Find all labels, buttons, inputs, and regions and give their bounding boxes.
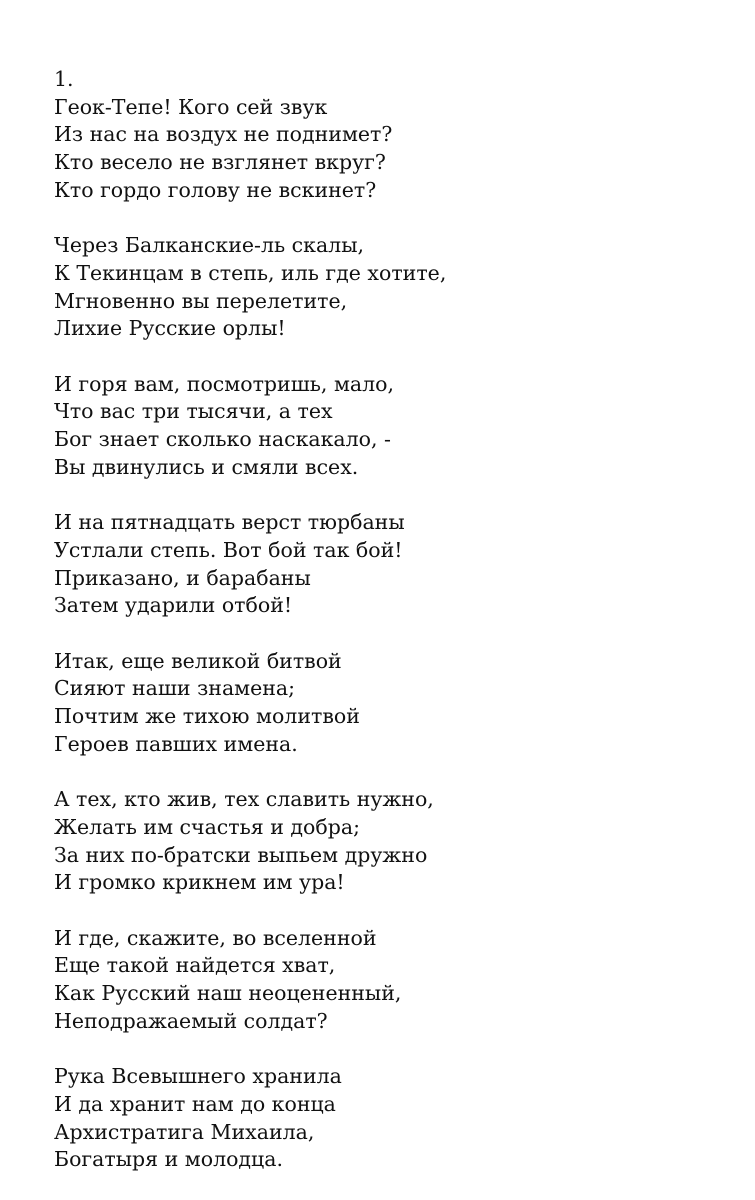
poem-line: Через Балканские-ль скалы, [54,233,365,258]
stanza-2 [54,232,446,343]
stanza-8 [54,1063,446,1174]
poem-line: К Текинцам в степь, иль где хотите, [54,260,447,285]
poem-line: Почтим же тихою молитвой [54,704,360,729]
poem-line: И да хранит нам до конца [54,1091,336,1116]
poem-line: Богатыря и молодца. [54,1147,283,1172]
poem-line: Из нас на воздух не поднимет? [54,122,393,147]
poem-line: Итак, еще великой битвой [54,648,342,673]
poem-line: Что вас три тысячи, а тех [54,399,333,424]
poem-line: И громко крикнем им ура! [54,870,345,895]
poem-line: Как Русский наш неоцененный, [54,981,402,1006]
poem-line: Геок-Тепе! Кого сей звук [54,94,328,119]
stanza-3 [54,371,446,482]
poem-line: И горя вам, посмотришь, мало, [54,371,394,396]
poem-line: Вы двинулись и смяли всех. [54,454,359,479]
poem-line: Лихие Русские орлы! [54,316,286,341]
poem-line: Неподражаемый солдат? [54,1008,328,1033]
poem-line: И где, скажите, во вселенной [54,925,377,950]
poem-line: Бог знает сколько наскакало, - [54,427,391,452]
poem-line: Героев павших имена. [54,731,298,756]
poem-line: Кто весело не взглянет вкруг? [54,150,386,175]
poem-number: 1. [54,67,74,91]
poem [54,66,446,1174]
stanza-7 [54,925,446,1036]
poem-line: Устлали степь. Вот бой так бой! [54,537,403,562]
poem-line: Приказано, и барабаны [54,565,311,590]
stanza-5 [54,648,446,759]
poem-line: За них по-братски выпьем дружно [54,842,428,867]
poem-line: И на пятнадцать верст тюрбаны [54,510,405,535]
stanza-4 [54,509,446,620]
poem-line: Затем ударили отбой! [54,593,293,618]
stanza-1 [54,94,446,205]
poem-line: Кто гордо голову не вскинет? [54,177,377,202]
poem-line: Рука Всевышнего хранила [54,1064,342,1089]
poem-line: Сияют наши знамена; [54,676,296,701]
poem-line: Желать им счастья и добра; [54,814,360,839]
stanza-6 [54,786,446,897]
poem-line: Архистратига Михаила, [54,1119,315,1144]
poem-line: Мгновенно вы перелетите, [54,288,348,313]
poem-line: А тех, кто жив, тех славить нужно, [54,787,434,812]
poem-line: Еще такой найдется хват, [54,953,336,978]
